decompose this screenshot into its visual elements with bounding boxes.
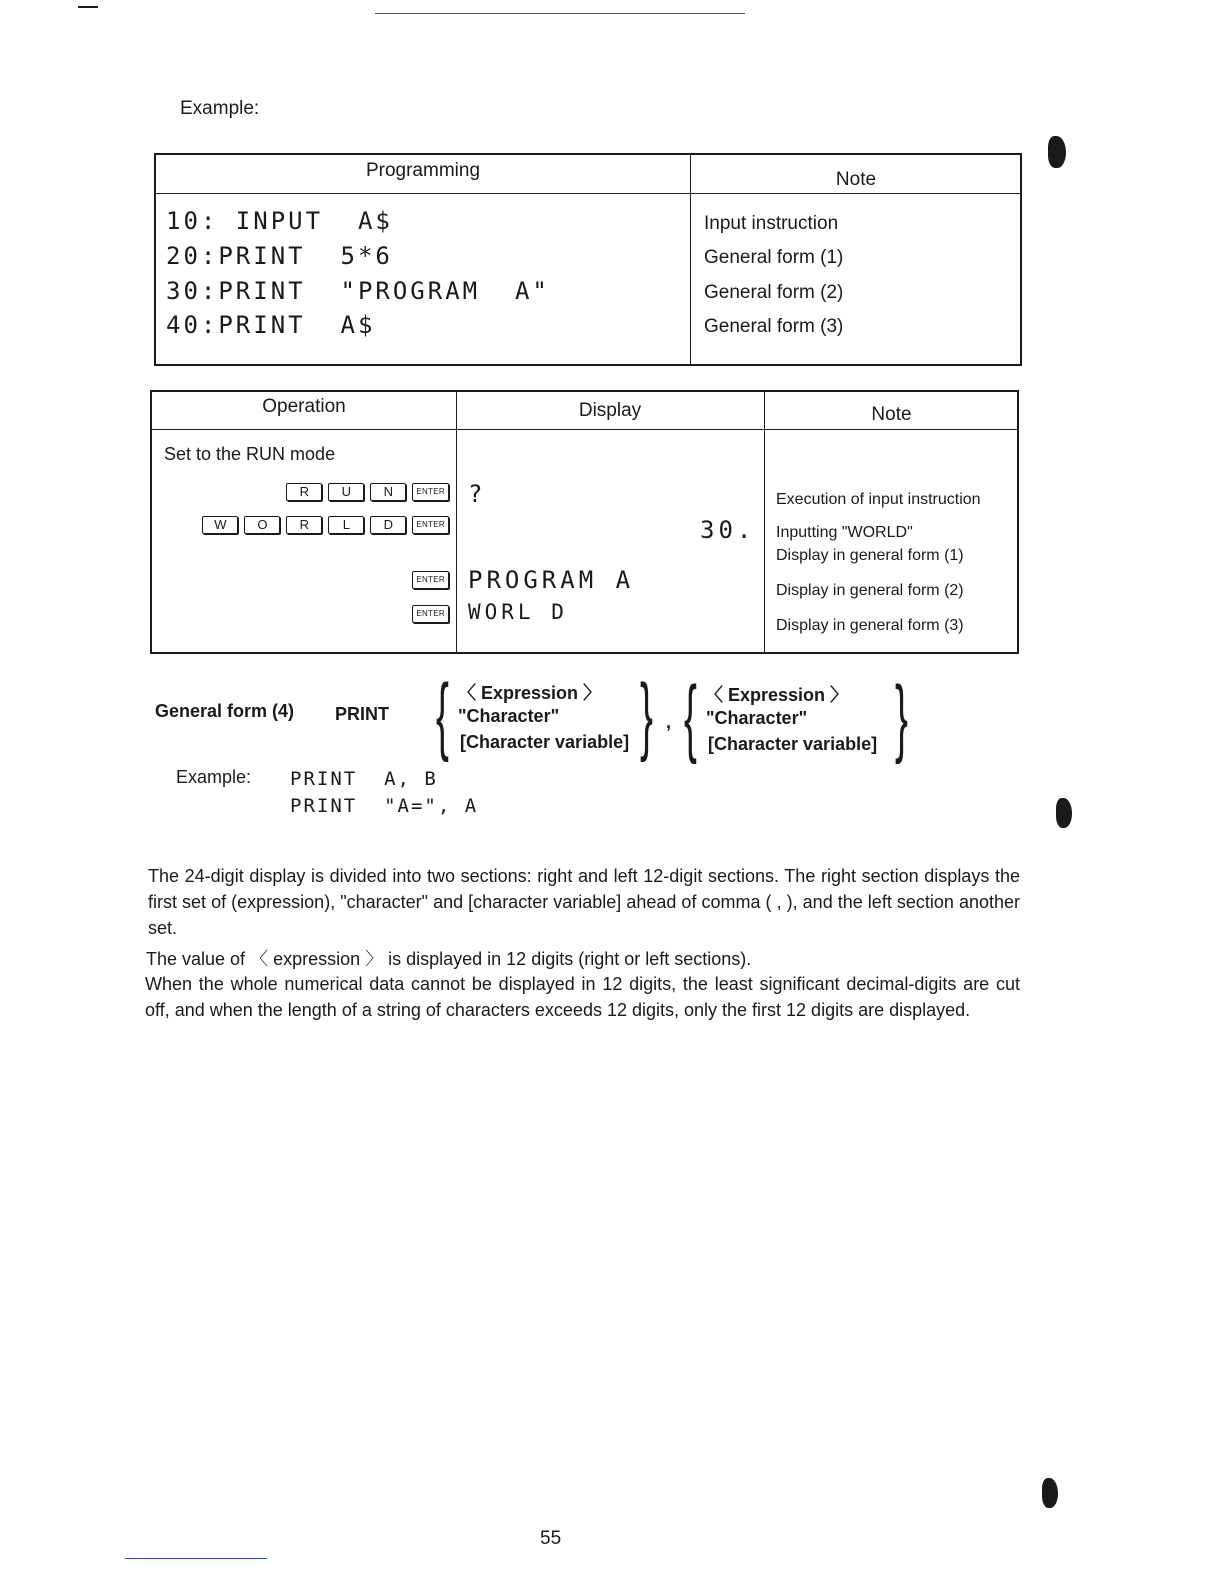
display-value: 30.: [700, 516, 756, 544]
punch-hole-mark: [1042, 1478, 1058, 1508]
programming-column-header: Programming: [365, 160, 481, 181]
key-r: R: [286, 516, 322, 534]
example-code-line: PRINT A, B: [290, 768, 438, 790]
syntax-option: 〈 Expression 〉: [458, 683, 602, 703]
scan-rule-bottom: [125, 1558, 267, 1559]
syntax-option: 〈 Expression 〉: [705, 685, 849, 705]
program-note: General form (2): [704, 282, 844, 303]
example-label: Example:: [176, 767, 252, 787]
print-keyword: PRINT: [335, 704, 389, 724]
display-prompt: ?: [468, 480, 487, 508]
body-paragraph: The value of 〈 expression 〉 is displayed in 12 digits (right or left sections).: [146, 949, 752, 969]
syntax-separator: ,: [666, 712, 672, 732]
display-program: PROGRAM A: [468, 566, 635, 594]
syntax-option: [Character variable]: [460, 732, 630, 752]
syntax-option: [Character variable]: [708, 734, 878, 754]
general-form-label: General form (4): [155, 701, 295, 721]
column-divider: [456, 392, 457, 652]
key-sequence-enter: [412, 571, 449, 589]
syntax-option: "Character": [458, 706, 560, 726]
key-l: L: [328, 516, 364, 534]
right-brace: }: [640, 667, 653, 763]
key-enter: ENTER: [412, 605, 449, 623]
scan-mark-top-left: [78, 6, 98, 8]
note-column-header: Note: [835, 169, 877, 190]
example-code-line: PRINT "A=", A: [290, 795, 479, 817]
display-column-header: Display: [578, 400, 642, 421]
column-divider: [764, 392, 765, 652]
key-w: W: [202, 516, 238, 534]
left-brace: {: [436, 667, 449, 763]
operation-table: [150, 390, 1019, 654]
key-d: D: [370, 516, 406, 534]
operation-note: Display in general form (1): [776, 547, 964, 564]
punch-hole-mark: [1056, 798, 1072, 828]
punch-hole-mark: [1048, 136, 1066, 168]
key-sequence-enter: [412, 605, 449, 623]
example-heading: Example:: [180, 98, 260, 119]
operation-note: Display in general form (2): [776, 582, 964, 599]
scan-rule-top: [375, 13, 745, 14]
key-n: N: [370, 483, 406, 501]
key-sequence-world: [202, 516, 449, 534]
page-number: 55: [540, 1528, 562, 1549]
key-o: O: [244, 516, 280, 534]
syntax-option: "Character": [706, 708, 808, 728]
operation-column-header: Operation: [262, 396, 346, 417]
key-enter: ENTER: [412, 516, 449, 534]
mode-instruction: Set to the RUN mode: [164, 444, 336, 464]
program-note: Input instruction: [704, 213, 839, 234]
note-column-header: Note: [871, 404, 912, 425]
body-paragraph: The 24-digit display is divided into two sections: right and left 12-digit sections. The right section displays the first set of (expression), "character" and [character variable] ahead of comma ( , ), and the left section another set.: [148, 866, 1020, 938]
key-enter: ENTER: [412, 483, 449, 501]
key-r: R: [286, 483, 322, 501]
operation-note: Display in general form (3): [776, 617, 964, 634]
key-sequence-run: [286, 483, 449, 501]
program-note: General form (3): [704, 316, 844, 337]
program-line: 30:PRINT "PROGRAM A": [166, 277, 550, 305]
program-line: 20:PRINT 5*6: [166, 242, 393, 270]
key-enter: ENTER: [412, 571, 449, 589]
operation-note: Execution of input instruction: [776, 491, 981, 508]
operation-note: Inputting "WORLD": [776, 524, 913, 541]
key-u: U: [328, 483, 364, 501]
left-brace: {: [684, 669, 697, 765]
program-line: 40:PRINT A$: [166, 311, 376, 339]
programming-table: [154, 153, 1022, 366]
program-note: General form (1): [704, 247, 844, 268]
right-brace: }: [895, 669, 908, 765]
body-paragraph: When the whole numerical data cannot be displayed in 12 digits, the least significant decimal-digits are cut off, and when the length of a string of characters exceeds 12 digits, only the first 12 digits are displayed.: [145, 974, 1020, 1020]
display-world: WORL D: [468, 600, 568, 624]
program-line: 10: INPUT A$: [166, 207, 393, 235]
